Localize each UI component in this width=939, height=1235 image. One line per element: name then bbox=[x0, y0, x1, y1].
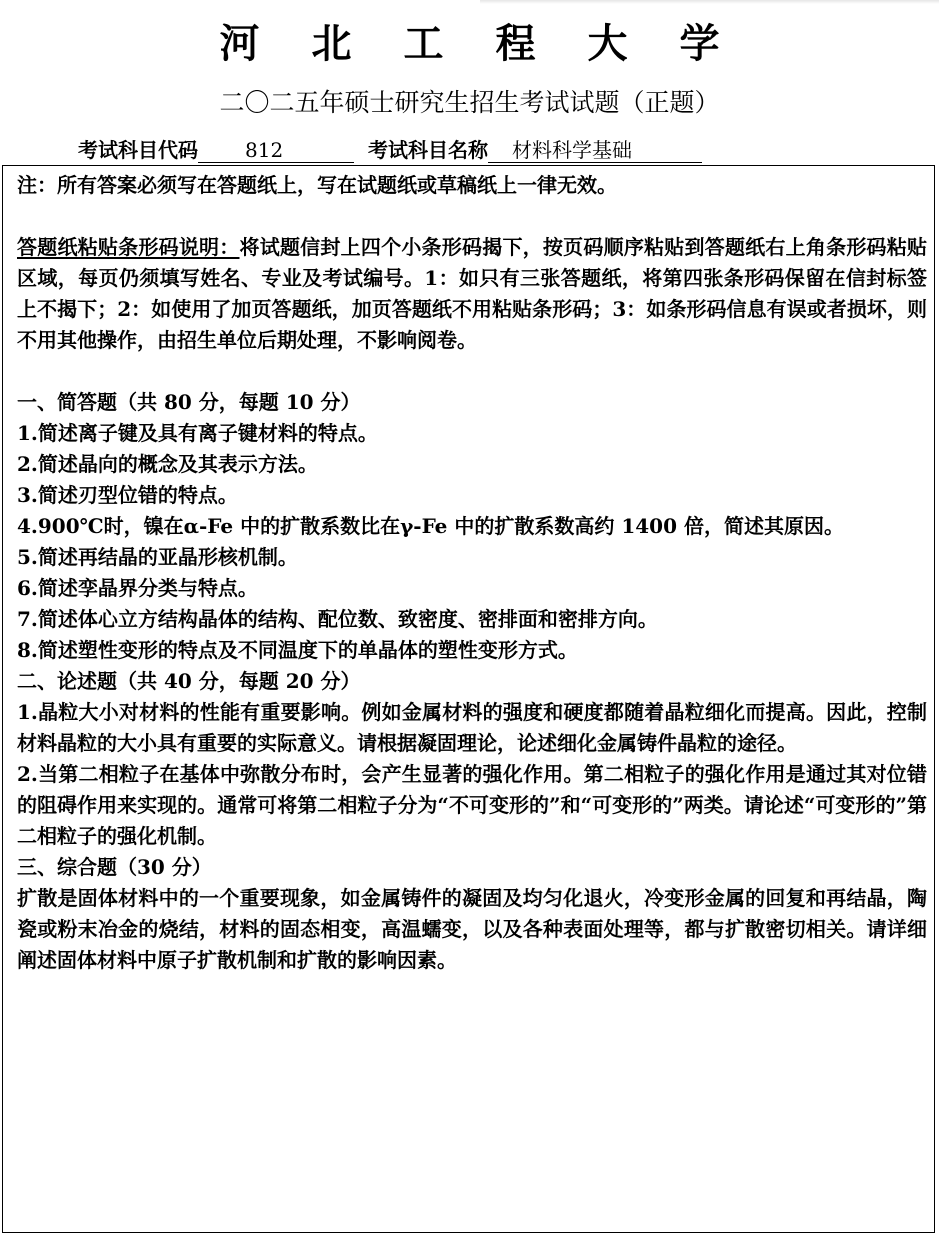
question-item: 扩散是固体材料中的一个重要现象，如金属铸件的凝固及均匀化退火，冷变形金属的回复和再结晶，陶瓷或粉末冶金的烧结，材料的固态相变，高温蠕变，以及各种表面处理等，都与扩散密切相关。请详细阐述固体材料中原子扩散机制和扩散的影响因素。 bbox=[17, 886, 927, 972]
subject-name-label: 考试科目名称 bbox=[368, 138, 488, 162]
question-item: 3.简述刃型位错的特点。 bbox=[17, 483, 238, 507]
question-item: 4.900℃时，镍在α-Fe 中的扩散系数比在γ-Fe 中的扩散系数高约 1400 倍，简述其原因。 bbox=[17, 514, 844, 538]
question-item: 1.简述离子键及具有离子键材料的特点。 bbox=[17, 421, 378, 445]
question-item: 2.当第二相粒子在基体中弥散分布时，会产生显著的强化作用。第二相粒子的强化作用是通过其对位错的阻碍作用来实现的。通常可将第二相粒子分为“不可变形的”和“可变形的”两类。请论述“可变形的”第二相粒子的强化机制。 bbox=[17, 762, 927, 848]
section-heading: 二、论述题（共 40 分，每题 20 分） bbox=[17, 669, 361, 693]
section-heading: 三、综合题（30 分） bbox=[17, 855, 212, 879]
section-heading: 一、简答题（共 80 分，每题 10 分） bbox=[17, 390, 361, 414]
question-item: 1.晶粒大小对材料的性能有重要影响。例如金属材料的强度和硬度都随着晶粒细化而提高。因此，控制材料晶粒的大小具有重要的实际意义。请根据凝固理论，论述细化金属铸件晶粒的途径。 bbox=[17, 700, 927, 755]
question-item: 8.简述塑性变形的特点及不同温度下的单晶体的塑性变形方式。 bbox=[17, 638, 578, 662]
subject-code-label: 考试科目代码 bbox=[78, 138, 198, 162]
exam-content bbox=[17, 170, 927, 976]
question-item: 5.简述再结晶的亚晶形核机制。 bbox=[17, 545, 298, 569]
subject-name-value: 材料科学基础 bbox=[488, 138, 702, 163]
university-name: 河北工程大学 bbox=[219, 20, 772, 67]
subject-info-line bbox=[78, 136, 702, 164]
barcode-instructions bbox=[17, 232, 927, 356]
page-edge-shadow bbox=[480, 0, 939, 4]
barcode-heading: 答题纸粘贴条形码说明： bbox=[17, 235, 240, 259]
question-item: 7.简述体心立方结构晶体的结构、配位数、致密度、密排面和密排方向。 bbox=[17, 607, 658, 631]
barcode-text: 将试题信封上四个小条形码揭下，按页码顺序粘贴到答题纸右上角条形码粘贴区域，每页仍须填写姓名、专业及考试编号。1：如只有三张答题纸，将第四张条形码保留在信封标签上不揭下；2：如使用了加页答题纸，加页答题纸不用粘贴条形码；3：如条形码信息有误或者损坏，则不用其他操作，由招生单位后期处理，不影响阅卷。 bbox=[17, 235, 927, 352]
subject-code-value: 812 bbox=[198, 138, 354, 163]
answer-note: 注：所有答案必须写在答题纸上，写在试题纸或草稿纸上一律无效。 bbox=[17, 173, 617, 197]
question-item: 6.简述孪晶界分类与特点。 bbox=[17, 576, 258, 600]
question-item: 2.简述晶向的概念及其表示方法。 bbox=[17, 452, 318, 476]
exam-title: 二〇二五年硕士研究生招生考试试题（正题） bbox=[219, 88, 720, 117]
